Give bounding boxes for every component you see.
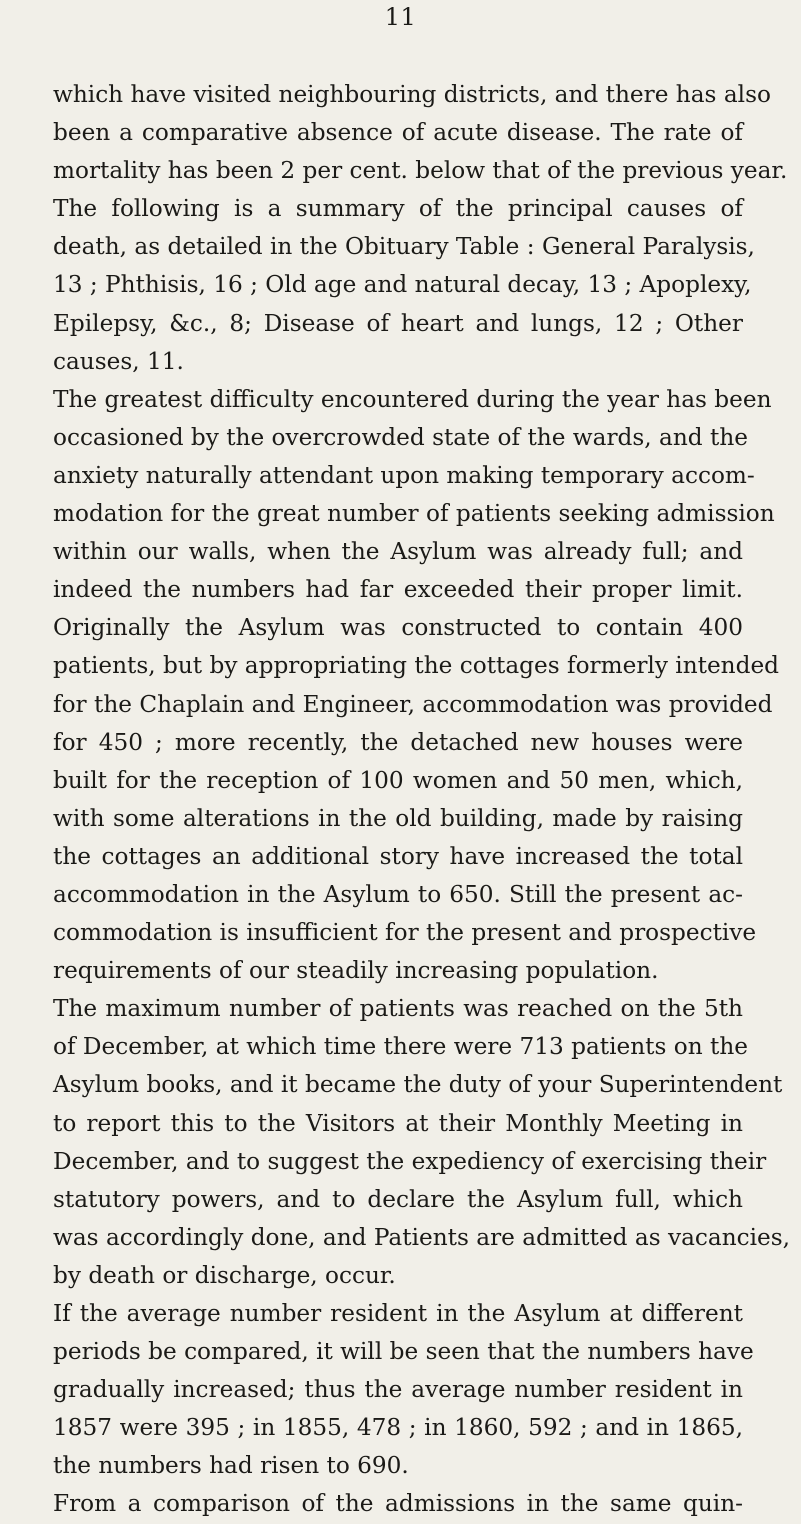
text-line: periods be compared, it will be seen that the numbers have — [53, 1338, 754, 1366]
text-line: gradually increased; thus the average number resident in — [53, 1376, 743, 1404]
text-line: 13 ; Phthisis, 16 ; Old age and natural decay, 13 ; Apoplexy, — [53, 271, 752, 299]
text-line: patients, but by appropriating the cottages formerly intended — [53, 652, 780, 680]
text-line: The maximum number of patients was reached on the 5th — [53, 995, 743, 1023]
text-line: for the Chaplain and Engineer, accommodation was provided — [53, 690, 773, 718]
body-text — [53, 76, 791, 1524]
text-line: mortality has been 2 per cent. below that of the previous year. — [53, 157, 788, 185]
text-line: of December, at which time there were 713 patients on the — [53, 1033, 748, 1061]
text-line: been a comparative absence of acute disease. The rate of — [53, 119, 743, 147]
text-line: Epilepsy, &c., 8; Disease of heart and lungs, 12 ; Other — [53, 309, 743, 337]
text-line: From a comparison of the admissions in the same quin- — [53, 1490, 743, 1518]
text-line: The greatest difficulty encountered during the year has been — [53, 385, 772, 413]
text-line: statutory powers, and to declare the Asylum full, which — [53, 1185, 743, 1213]
text-line: modation for the great number of patients seeking admission — [53, 500, 775, 528]
text-line: built for the reception of 100 women and 50 men, which, — [53, 766, 743, 794]
text-line: was accordingly done, and Patients are admitted as vacancies, — [53, 1223, 791, 1251]
text-line: requirements of our steadily increasing population. — [53, 957, 659, 985]
text-line: December, and to suggest the expediency of exercising their — [53, 1147, 767, 1175]
text-line: with some alterations in the old building, made by raising — [53, 804, 743, 832]
text-line: anxiety naturally attendant upon making temporary accom- — [53, 461, 755, 489]
text-line: occasioned by the overcrowded state of the wards, and the — [53, 423, 748, 451]
text-line: indeed the numbers had far exceeded their proper limit. — [53, 576, 743, 604]
text-line: accommodation in the Asylum to 650. Still the present ac- — [53, 880, 743, 908]
text-line: causes, 11. — [53, 347, 184, 375]
text-line: Asylum books, and it became the duty of your Superintendent — [53, 1071, 783, 1099]
text-line: which have visited neighbouring districts, and there has also — [53, 81, 771, 108]
text-line: the cottages an additional story have increased the total — [53, 842, 743, 870]
text-line: commodation is insufficient for the present and prospective — [53, 919, 757, 947]
page-number: 11 — [384, 3, 417, 31]
text-line: The following is a summary of the principal causes of — [53, 195, 743, 223]
text-line: 1857 were 395 ; in 1855, 478 ; in 1860, 592 ; and in 1865, — [53, 1414, 743, 1442]
text-line: If the average number resident in the Asylum at different — [53, 1300, 743, 1327]
text-line: to report this to the Visitors at their Monthly Meeting in — [53, 1109, 743, 1137]
text-line: death, as detailed in the Obituary Table : General Paralysis, — [53, 233, 755, 261]
text-line: for 450 ; more recently, the detached new houses were — [53, 728, 743, 756]
text-line: the numbers had risen to 690. — [53, 1452, 409, 1480]
text-line: within our walls, when the Asylum was already full; and — [53, 538, 743, 566]
text-line: by death or discharge, occur. — [53, 1261, 396, 1289]
text-line: Originally the Asylum was constructed to contain 400 — [53, 614, 743, 642]
